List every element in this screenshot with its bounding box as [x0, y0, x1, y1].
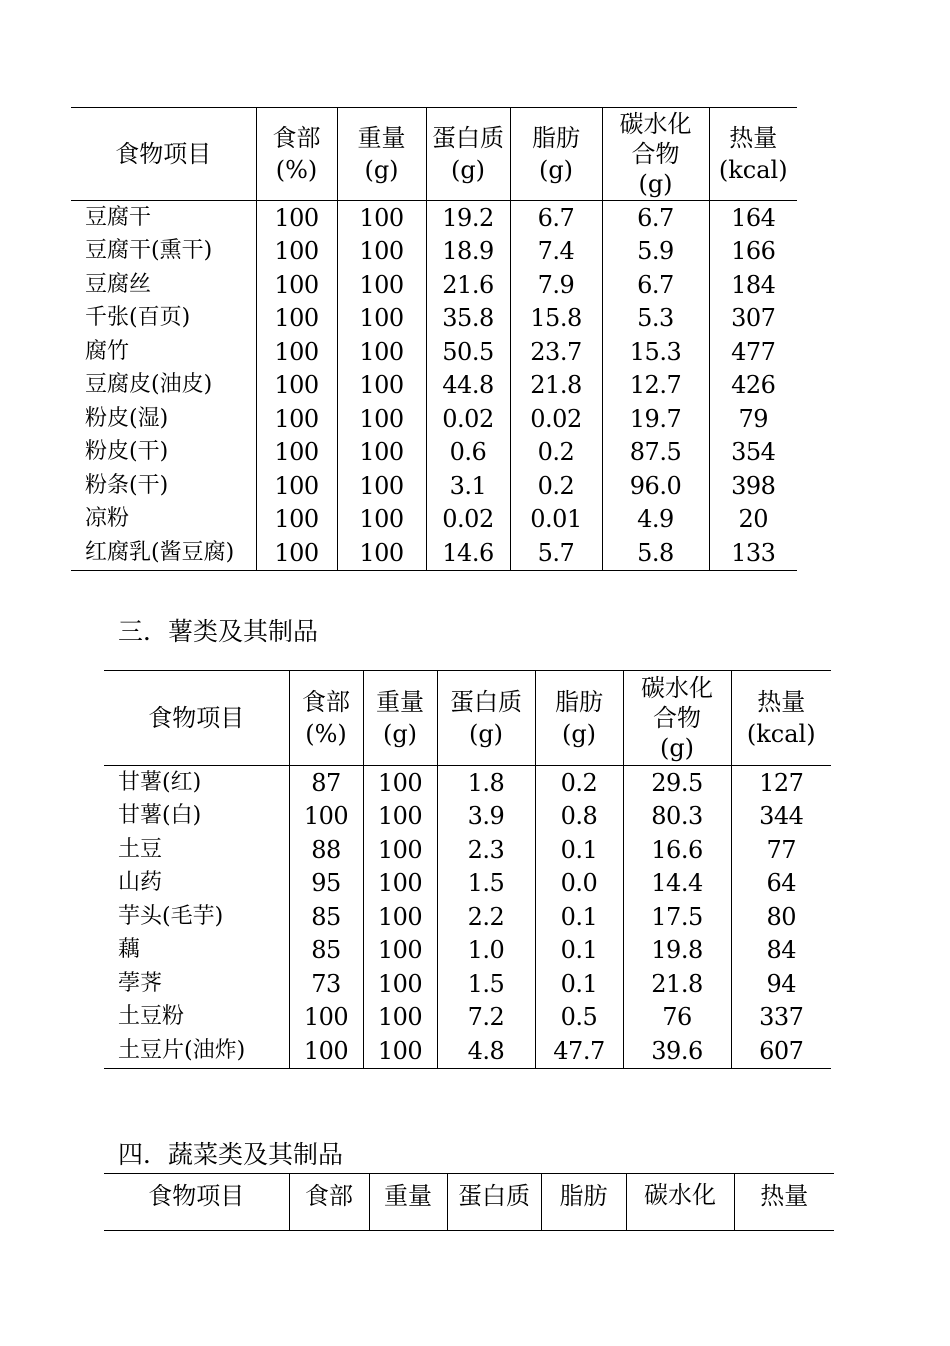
- cell-calories: 307: [709, 302, 797, 336]
- cell-weight: 100: [337, 402, 426, 436]
- cell-protein: 4.8: [437, 1034, 535, 1068]
- cell-calories: 184: [709, 268, 797, 302]
- column-header-fat: 脂肪 (g): [510, 108, 602, 201]
- table-header: [104, 671, 831, 766]
- cell-calories: 477: [709, 335, 797, 369]
- cell-weight: 100: [337, 268, 426, 302]
- cell-calories: 607: [731, 1034, 831, 1068]
- cell-edible-portion: 95: [289, 867, 363, 901]
- cell-weight: 100: [337, 436, 426, 470]
- cell-protein: 2.3: [437, 833, 535, 867]
- table-row: [71, 536, 797, 570]
- column-header-calories: 热量: [734, 1174, 834, 1231]
- cell-calories: 133: [709, 536, 797, 570]
- cell-fat: 21.8: [510, 369, 602, 403]
- cell-food-item: 藕: [118, 937, 141, 963]
- cell-edible-portion: 73: [289, 967, 363, 1001]
- cell-protein: 50.5: [426, 335, 510, 369]
- cell-carbohydrate: 87.5: [602, 436, 709, 470]
- cell-fat: 0.01: [510, 503, 602, 537]
- cell-food-item: 粉皮(湿): [85, 405, 169, 431]
- column-header-fat: 脂肪 (g): [535, 671, 623, 766]
- table-header: [104, 1174, 834, 1231]
- cell-edible-portion: 100: [256, 469, 337, 503]
- cell-carbohydrate: 19.8: [623, 934, 731, 968]
- table-row: [104, 967, 831, 1001]
- cell-weight: 100: [363, 766, 437, 800]
- cell-protein: 2.2: [437, 900, 535, 934]
- cell-protein: 1.8: [437, 766, 535, 800]
- cell-carbohydrate: 6.7: [602, 201, 709, 235]
- cell-edible-portion: 100: [256, 302, 337, 336]
- column-header-edible-portion: 食部 (%): [256, 108, 337, 201]
- cell-carbohydrate: 5.9: [602, 235, 709, 269]
- cell-fat: 0.1: [535, 967, 623, 1001]
- cell-weight: 100: [337, 469, 426, 503]
- cell-fat: 15.8: [510, 302, 602, 336]
- cell-weight: 100: [363, 967, 437, 1001]
- table-row: [104, 1034, 831, 1068]
- cell-weight: 100: [363, 800, 437, 834]
- cell-calories: 94: [731, 967, 831, 1001]
- cell-fat: 0.5: [535, 1001, 623, 1035]
- table-body: [104, 766, 831, 1069]
- table-row: [71, 268, 797, 302]
- column-header-carbohydrate: 碳水化 合物 (g): [623, 671, 731, 766]
- cell-protein: 3.1: [426, 469, 510, 503]
- cell-calories: 426: [709, 369, 797, 403]
- cell-edible-portion: 85: [289, 934, 363, 968]
- cell-carbohydrate: 29.5: [623, 766, 731, 800]
- cell-edible-portion: 100: [289, 800, 363, 834]
- cell-protein: 1.0: [437, 934, 535, 968]
- cell-fat: 7.9: [510, 268, 602, 302]
- cell-food-item: 粉条(干): [85, 472, 169, 498]
- nutrition-table-bean-products: [71, 107, 797, 571]
- cell-edible-portion: 88: [289, 833, 363, 867]
- cell-food-item: 腐竹: [85, 338, 130, 364]
- cell-food-item: 豆腐丝: [85, 271, 152, 297]
- header-row: [104, 671, 831, 766]
- cell-protein: 0.02: [426, 503, 510, 537]
- cell-calories: 337: [731, 1001, 831, 1035]
- cell-fat: 0.0: [535, 867, 623, 901]
- table-row: [71, 503, 797, 537]
- cell-weight: 100: [337, 201, 426, 235]
- cell-protein: 1.5: [437, 867, 535, 901]
- cell-calories: 164: [709, 201, 797, 235]
- cell-carbohydrate: 17.5: [623, 900, 731, 934]
- column-header-calories: 热量 (kcal): [709, 108, 797, 201]
- cell-protein: 3.9: [437, 800, 535, 834]
- column-header-food-item: 食物项目: [148, 1182, 245, 1210]
- cell-weight: 100: [337, 536, 426, 570]
- cell-calories: 20: [709, 503, 797, 537]
- cell-weight: 100: [363, 934, 437, 968]
- table-row: [104, 867, 831, 901]
- table-row: [71, 402, 797, 436]
- cell-calories: 77: [731, 833, 831, 867]
- cell-calories: 166: [709, 235, 797, 269]
- column-header-weight: 重量 (g): [337, 108, 426, 201]
- cell-calories: 84: [731, 934, 831, 968]
- cell-edible-portion: 100: [256, 503, 337, 537]
- cell-edible-portion: 100: [256, 369, 337, 403]
- cell-food-item: 豆腐皮(油皮): [85, 372, 213, 398]
- nutrition-table-tubers: [104, 670, 831, 1069]
- cell-protein: 21.6: [426, 268, 510, 302]
- cell-weight: 100: [337, 302, 426, 336]
- cell-carbohydrate: 4.9: [602, 503, 709, 537]
- cell-calories: 127: [731, 766, 831, 800]
- cell-edible-portion: 100: [256, 268, 337, 302]
- cell-protein: 0.02: [426, 402, 510, 436]
- table-row: [104, 833, 831, 867]
- header-row: [71, 108, 797, 201]
- cell-fat: 0.2: [535, 766, 623, 800]
- cell-carbohydrate: 12.7: [602, 369, 709, 403]
- cell-fat: 5.7: [510, 536, 602, 570]
- cell-edible-portion: 100: [256, 436, 337, 470]
- table-row: [71, 201, 797, 235]
- table-row: [71, 235, 797, 269]
- cell-food-item: 土豆粉: [118, 1004, 185, 1030]
- column-header-protein: 蛋白质 (g): [426, 108, 510, 201]
- cell-food-item: 土豆: [118, 836, 163, 862]
- cell-carbohydrate: 6.7: [602, 268, 709, 302]
- column-header-fat: 脂肪: [541, 1174, 626, 1231]
- table-header: [71, 108, 797, 201]
- cell-protein: 44.8: [426, 369, 510, 403]
- column-header-carbohydrate: 碳水化 合物 (g): [602, 108, 709, 201]
- table-row: [71, 335, 797, 369]
- column-header-calories: 热量 (kcal): [731, 671, 831, 766]
- cell-fat: 0.2: [510, 436, 602, 470]
- cell-fat: 0.1: [535, 833, 623, 867]
- cell-food-item: 甘薯(白): [118, 803, 202, 829]
- cell-fat: 0.8: [535, 800, 623, 834]
- header-row: [104, 1174, 834, 1231]
- cell-fat: 0.1: [535, 934, 623, 968]
- cell-carbohydrate: 15.3: [602, 335, 709, 369]
- nutrition-table-vegetables: [104, 1173, 834, 1231]
- cell-carbohydrate: 80.3: [623, 800, 731, 834]
- column-header-edible-portion: 食部 (%): [289, 671, 363, 766]
- column-header-protein: 蛋白质 (g): [437, 671, 535, 766]
- cell-carbohydrate: 19.7: [602, 402, 709, 436]
- cell-carbohydrate: 76: [623, 1001, 731, 1035]
- column-header-food-item: 食物项目: [115, 140, 212, 168]
- column-header-weight: 重量: [369, 1174, 447, 1231]
- column-header-weight: 重量 (g): [363, 671, 437, 766]
- cell-food-item: 芋头(毛芋): [118, 903, 224, 929]
- cell-weight: 100: [363, 1034, 437, 1068]
- cell-food-item: 甘薯(红): [118, 769, 202, 795]
- cell-edible-portion: 100: [256, 536, 337, 570]
- cell-food-item: 豆腐干(熏干): [85, 238, 213, 264]
- cell-edible-portion: 100: [289, 1034, 363, 1068]
- cell-protein: 14.6: [426, 536, 510, 570]
- cell-calories: 344: [731, 800, 831, 834]
- cell-fat: 0.2: [510, 469, 602, 503]
- table-row: [104, 766, 831, 800]
- cell-food-item: 豆腐干: [85, 204, 152, 230]
- cell-carbohydrate: 39.6: [623, 1034, 731, 1068]
- cell-food-item: 粉皮(干): [85, 439, 169, 465]
- cell-fat: 0.1: [535, 900, 623, 934]
- cell-weight: 100: [363, 900, 437, 934]
- cell-protein: 1.5: [437, 967, 535, 1001]
- table-row: [104, 900, 831, 934]
- cell-carbohydrate: 5.3: [602, 302, 709, 336]
- cell-edible-portion: 85: [289, 900, 363, 934]
- cell-food-item: 凉粉: [85, 506, 130, 532]
- column-header-food-item: 食物项目: [148, 704, 245, 732]
- cell-protein: 0.6: [426, 436, 510, 470]
- cell-edible-portion: 100: [256, 235, 337, 269]
- column-header-carbohydrate: 碳水化: [626, 1174, 734, 1231]
- section-title-tubers: 三．薯类及其制品: [118, 617, 319, 646]
- cell-fat: 7.4: [510, 235, 602, 269]
- cell-protein: 18.9: [426, 235, 510, 269]
- cell-carbohydrate: 14.4: [623, 867, 731, 901]
- cell-calories: 80: [731, 900, 831, 934]
- cell-weight: 100: [363, 867, 437, 901]
- cell-edible-portion: 100: [289, 1001, 363, 1035]
- cell-protein: 35.8: [426, 302, 510, 336]
- table-row: [71, 369, 797, 403]
- cell-edible-portion: 100: [256, 335, 337, 369]
- cell-calories: 398: [709, 469, 797, 503]
- cell-protein: 7.2: [437, 1001, 535, 1035]
- table-body: [71, 201, 797, 571]
- cell-weight: 100: [363, 833, 437, 867]
- table-row: [104, 934, 831, 968]
- cell-calories: 79: [709, 402, 797, 436]
- cell-carbohydrate: 5.8: [602, 536, 709, 570]
- cell-weight: 100: [337, 503, 426, 537]
- cell-weight: 100: [337, 235, 426, 269]
- column-header-protein: 蛋白质: [447, 1174, 541, 1231]
- column-header-edible-portion: 食部: [289, 1174, 369, 1231]
- cell-food-item: 红腐乳(酱豆腐): [85, 539, 235, 565]
- cell-calories: 64: [731, 867, 831, 901]
- cell-weight: 100: [337, 369, 426, 403]
- table-row: [104, 800, 831, 834]
- cell-carbohydrate: 21.8: [623, 967, 731, 1001]
- cell-calories: 354: [709, 436, 797, 470]
- cell-food-item: 千张(百页): [85, 305, 191, 331]
- cell-food-item: 山药: [118, 870, 163, 896]
- section-title-vegetables: 四．蔬菜类及其制品: [118, 1140, 344, 1169]
- cell-fat: 23.7: [510, 335, 602, 369]
- table-row: [71, 469, 797, 503]
- cell-carbohydrate: 16.6: [623, 833, 731, 867]
- cell-fat: 6.7: [510, 201, 602, 235]
- cell-fat: 0.02: [510, 402, 602, 436]
- cell-fat: 47.7: [535, 1034, 623, 1068]
- cell-food-item: 荸荠: [118, 970, 163, 996]
- cell-carbohydrate: 96.0: [602, 469, 709, 503]
- cell-weight: 100: [363, 1001, 437, 1035]
- cell-food-item: 土豆片(油炸): [118, 1037, 246, 1063]
- cell-edible-portion: 87: [289, 766, 363, 800]
- cell-weight: 100: [337, 335, 426, 369]
- table-row: [71, 302, 797, 336]
- cell-edible-portion: 100: [256, 402, 337, 436]
- cell-protein: 19.2: [426, 201, 510, 235]
- table-row: [104, 1001, 831, 1035]
- table-row: [71, 436, 797, 470]
- cell-edible-portion: 100: [256, 201, 337, 235]
